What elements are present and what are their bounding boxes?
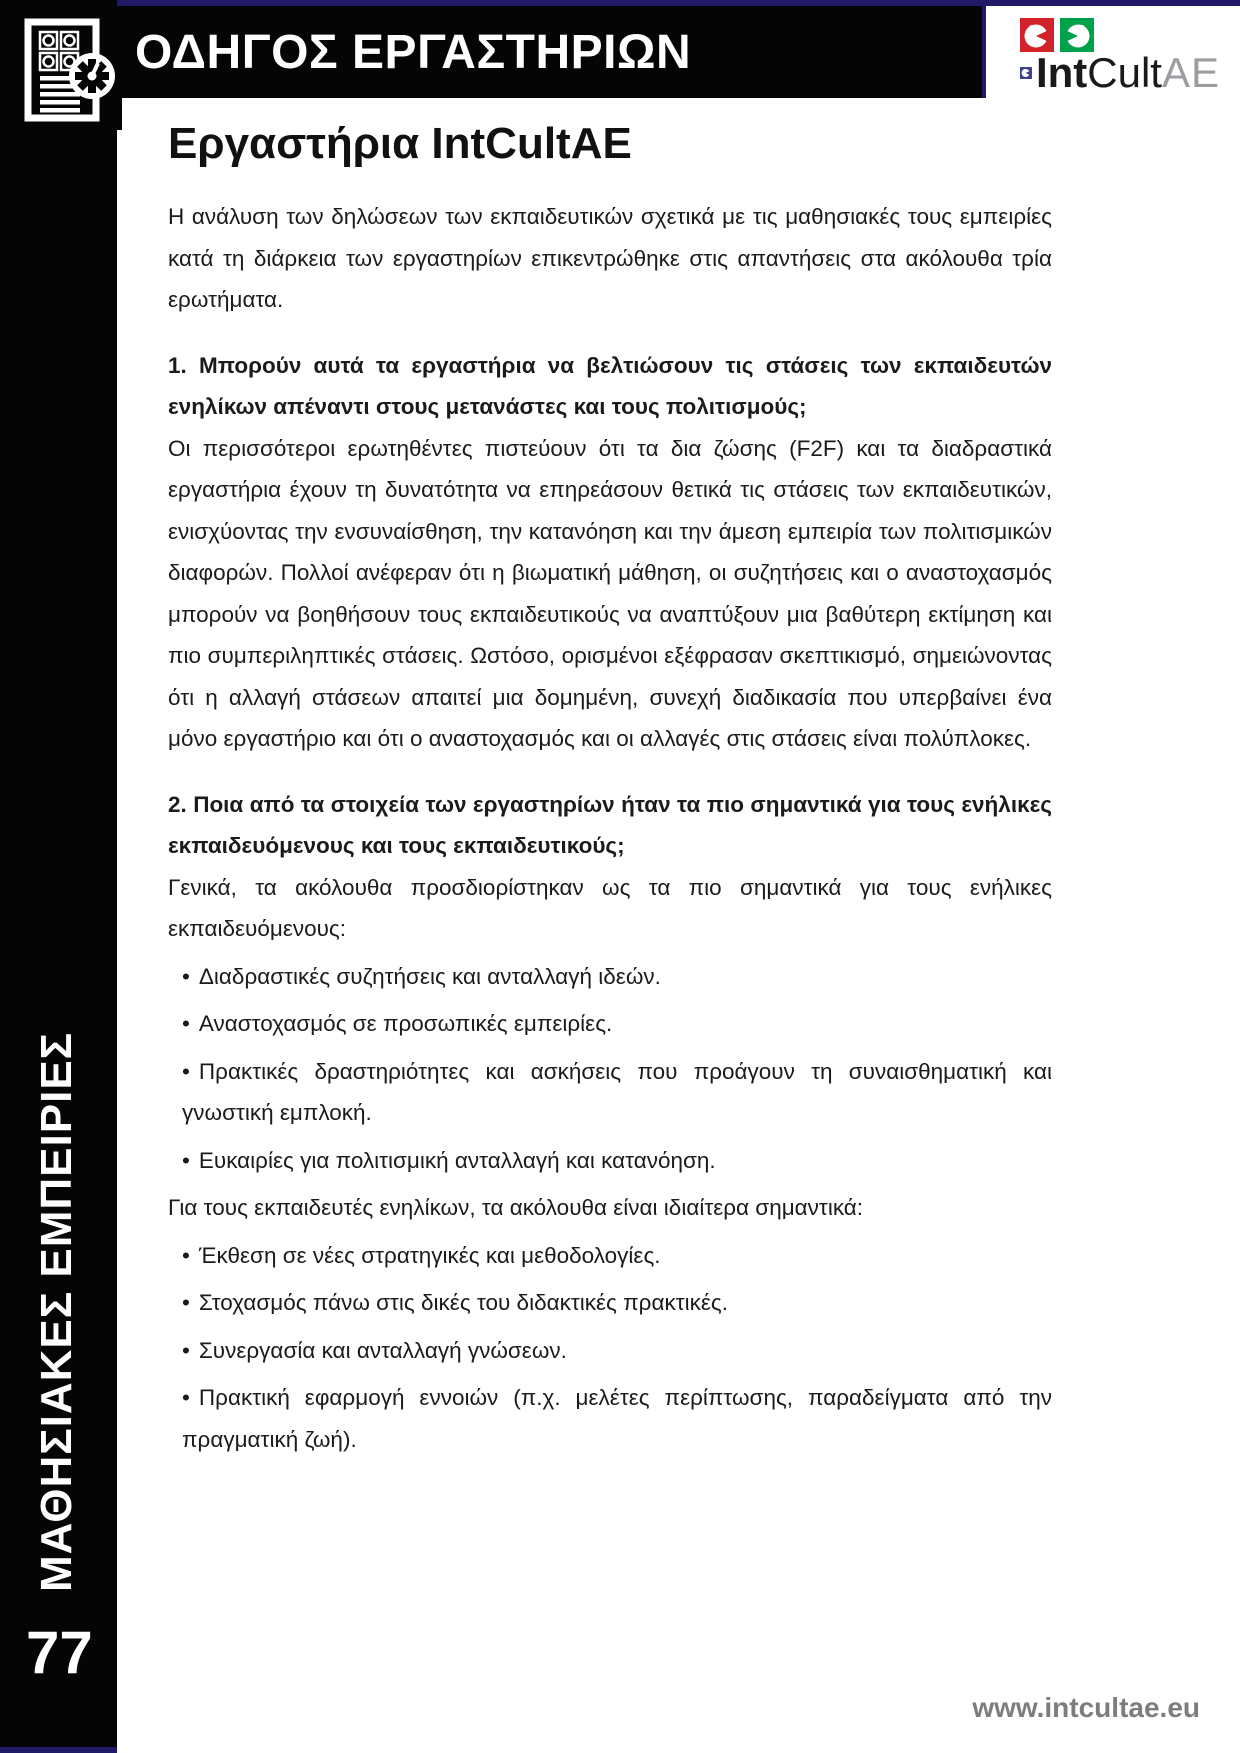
bullet-icon: • bbox=[182, 1058, 190, 1084]
list-item-text: Συνεργασία και ανταλλαγή γνώσεων. bbox=[198, 1337, 567, 1363]
website-url: www.intcultae.eu bbox=[972, 1692, 1200, 1723]
list-item-text: Πρακτική εφαρμογή εννοιών (π.χ. μελέτες περίπτωσης, παραδείγματα από την πραγματική ζωή). bbox=[182, 1385, 1052, 1452]
bullet-icon: • bbox=[182, 1290, 190, 1315]
logo-text-int: Int bbox=[1035, 49, 1088, 96]
list-item bbox=[182, 1140, 1052, 1182]
bullet-icon: • bbox=[182, 1011, 190, 1036]
list-item bbox=[182, 1051, 1052, 1134]
page-number: 77 bbox=[26, 1619, 93, 1686]
list-item-text: Αναστοχασμός σε προσωπικές εμπειρίες. bbox=[198, 1011, 613, 1036]
logo-face-blue-icon bbox=[1020, 56, 1032, 90]
list-item bbox=[182, 956, 1052, 998]
logo-face-green-icon bbox=[1060, 18, 1094, 52]
logo-text-ae: AE bbox=[1161, 49, 1220, 96]
intro-paragraph: Η ανάλυση των δηλώσεων των εκπαιδευτικών σχετικά με τις μαθησιακές τους εμπειρίες κατά τη διάρκεια των εργαστηρίων επικεντρώθηκε στις απαντήσεις στα ακόλουθα τρία ερωτήματα. bbox=[168, 204, 1052, 312]
workshop-guide-icon bbox=[10, 12, 122, 130]
list-item-text: Στοχασμός πάνω στις δικές του διδακτικές πρακτικές. bbox=[198, 1290, 728, 1315]
logo-text-cult: Cult bbox=[1087, 49, 1162, 96]
bullet-icon: • bbox=[182, 1242, 190, 1268]
page-title: Εργαστήρια IntCultAE bbox=[168, 119, 632, 168]
list-item bbox=[182, 1003, 1052, 1045]
sidebar-section-label: ΜΑΘΗΣΙΑΚΕΣ ΕΜΠΕΙΡΙΕΣ bbox=[32, 1031, 81, 1592]
list-item bbox=[182, 1330, 1052, 1372]
list-item-text: Πρακτικές δραστηριότητες και ασκήσεις που προάγουν τη συναισθηματική και γνωστική εμπλοκή. bbox=[182, 1058, 1052, 1125]
section-1-paragraph: Οι περισσότεροι ερωτηθέντες πιστεύουν ότι τα δια ζώσης (F2F) και τα διαδραστικά εργαστήρια έχουν τη δυνατότητα να επηρεάσουν θετικά τις στάσεις των εκπαιδευτικών, ενισχύοντας την ενσυναίσθηση, την κατανόηση και την άμεση εμπειρία των πολιτισμικών διαφορών. Πολλοί ανέφεραν ότι η βιωματική μάθηση, οι συζητήσεις και ο αναστοχασμός μπορούν να βοηθήσουν τους εκπαιδευτικούς να αναπτύξουν μια βαθύτερη εκτίμηση και πιο συμπεριληπτικές στάσεις. Ωστόσο, ορισμένοι εξέφρασαν σκεπτικισμό, σημειώνοντας ότι η αλλαγή στάσεων απαιτεί μια δομημένη, συνεχή διαδικασία που υπερβαίνει ένα μόνο εργαστήριο και ότι ο αναστοχασμός και οι αλλαγές στις στάσεις είναι πολύπλοκες. bbox=[168, 435, 1052, 751]
intcultae-logo bbox=[1020, 18, 1220, 96]
logo-face-red-icon bbox=[1020, 18, 1054, 52]
header-bar bbox=[0, 6, 986, 98]
logo-wordmark bbox=[1035, 49, 1220, 96]
section-1-heading: 1. Μπορούν αυτά τα εργαστήρια να βελτιώσουν τις στάσεις των εκπαιδευτών ενηλίκων απέναντι στους μετανάστες και τους πολιτισμούς; bbox=[168, 352, 1052, 419]
bullet-icon: • bbox=[182, 1147, 190, 1173]
list-item bbox=[182, 1377, 1052, 1460]
list-item-text: Ευκαιρίες για πολιτισμική ανταλλαγή και κατανόηση. bbox=[198, 1147, 716, 1173]
bullet-icon: • bbox=[182, 963, 190, 989]
bottom-border-strip bbox=[0, 1747, 117, 1753]
section-2-paragraph: Γενικά, τα ακόλουθα προσδιορίστηκαν ως τα πιο σημαντικά για τους ενήλικες εκπαιδευόμενους: bbox=[168, 874, 1052, 941]
main-content bbox=[168, 118, 1052, 1460]
header-title: ΟΔΗΓΟΣ ΕΡΓΑΣΤΗΡΙΩΝ bbox=[135, 25, 692, 79]
bullet-icon: • bbox=[182, 1337, 190, 1363]
list-item-text: Διαδραστικές συζητήσεις και ανταλλαγή ιδεών. bbox=[198, 963, 661, 989]
section-2-paragraph-2: Για τους εκπαιδευτές ενηλίκων, τα ακόλουθα είναι ιδιαίτερα σημαντικά: bbox=[168, 1195, 864, 1220]
list-item bbox=[182, 1282, 1052, 1324]
bullet-icon: • bbox=[182, 1385, 190, 1410]
list-item bbox=[182, 1235, 1052, 1277]
section-2-heading: 2. Ποια από τα στοιχεία των εργαστηρίων ήταν τα πιο σημαντικά για τους ενήλικες εκπαιδευόμενους και τους εκπαιδευτικούς; bbox=[168, 791, 1052, 858]
list-item-text: Έκθεση σε νέες στρατηγικές και μεθοδολογίες. bbox=[198, 1242, 661, 1268]
